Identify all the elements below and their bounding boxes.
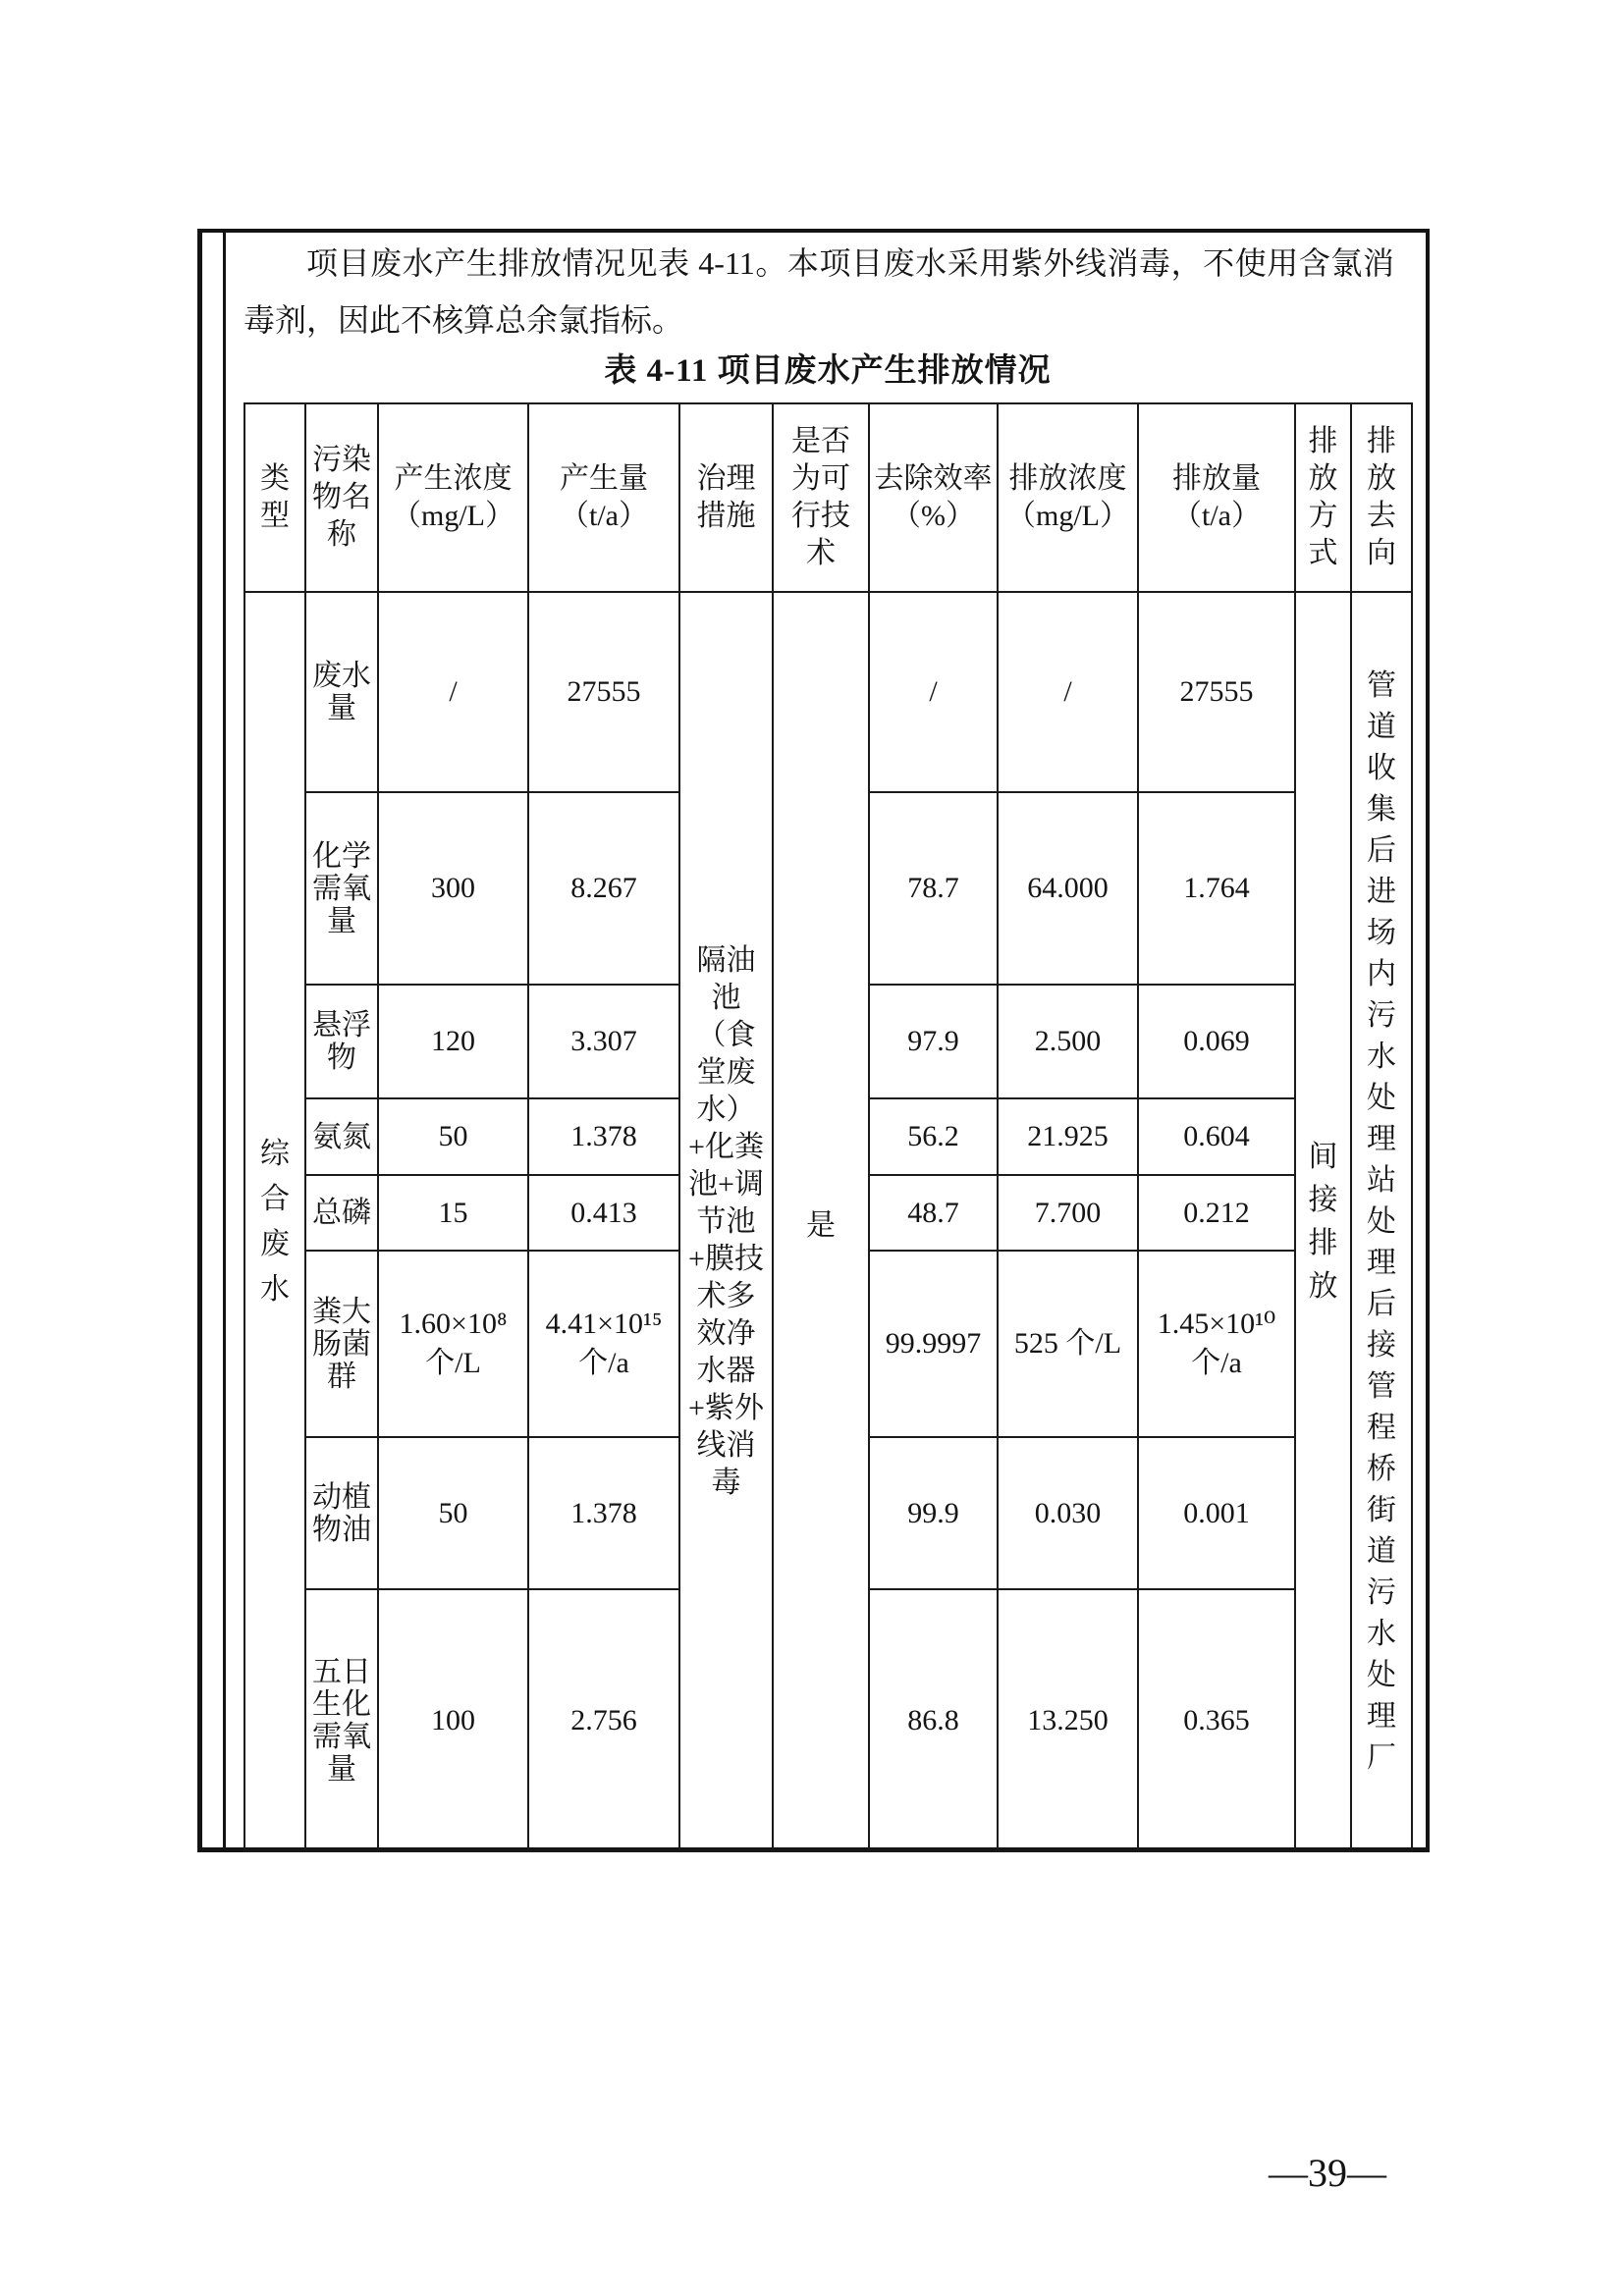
page-number: —39— <box>1269 2151 1386 2195</box>
cell-generation-amount: 4.41×10¹⁵ 个/a <box>528 1251 679 1437</box>
header-generation-amount: 产生量（t/a） <box>528 403 679 592</box>
cell-generation-amount: 3.307 <box>528 985 679 1098</box>
cell-pollutant-name: 化学需氧量 <box>305 792 378 985</box>
table-title: 表 4-11 项目废水产生排放情况 <box>604 353 1052 389</box>
header-discharge-concentration: 排放浓度（mg/L） <box>998 403 1138 592</box>
cell-discharge-concentration: 7.700 <box>998 1175 1138 1251</box>
cell-generation-amount: 2.756 <box>528 1589 679 1851</box>
header-pollutant-name: 污染物名称 <box>305 403 378 592</box>
cell-removal-efficiency: 97.9 <box>869 985 998 1098</box>
frame-right-line <box>1426 229 1430 1852</box>
cell-generation-concentration: 100 <box>378 1589 528 1851</box>
cell-discharge-amount: 0.069 <box>1138 985 1295 1098</box>
cell-discharge-concentration: 21.925 <box>998 1098 1138 1175</box>
header-removal-efficiency: 去除效率（%） <box>869 403 998 592</box>
cell-discharge-amount: 1.764 <box>1138 792 1295 985</box>
cell-discharge-concentration: 13.250 <box>998 1589 1138 1851</box>
cell-generation-amount: 1.378 <box>528 1437 679 1589</box>
header-type: 类型 <box>244 403 305 592</box>
cell-generation-concentration: 50 <box>378 1098 528 1175</box>
frame-left-inner-line <box>223 229 226 1852</box>
cell-pollutant-name: 粪大肠菌群 <box>305 1251 378 1437</box>
frame-left-outer-line <box>197 229 202 1852</box>
table-row <box>244 592 1412 792</box>
cell-generation-concentration: 50 <box>378 1437 528 1589</box>
cell-discharge-amount: 0.001 <box>1138 1437 1295 1589</box>
cell-generation-amount: 0.413 <box>528 1175 679 1251</box>
header-treatment-measures: 治理措施 <box>679 403 773 592</box>
cell-discharge-amount: 0.365 <box>1138 1589 1295 1851</box>
cell-generation-amount: 8.267 <box>528 792 679 985</box>
cell-removal-efficiency: 99.9997 <box>869 1251 998 1437</box>
cell-pollutant-name: 废水量 <box>305 592 378 792</box>
cell-removal-efficiency: 78.7 <box>869 792 998 985</box>
cell-discharge-amount: 1.45×10¹⁰ 个/a <box>1138 1251 1295 1437</box>
cell-discharge-amount: 27555 <box>1138 592 1295 792</box>
cell-removal-efficiency: / <box>869 592 998 792</box>
cell-pollutant-name: 总磷 <box>305 1175 378 1251</box>
cell-generation-concentration: 15 <box>378 1175 528 1251</box>
cell-discharge-concentration: 64.000 <box>998 792 1138 985</box>
cell-pollutant-name: 悬浮物 <box>305 985 378 1098</box>
cell-removal-efficiency: 99.9 <box>869 1437 998 1589</box>
cell-discharge-destination: 管道收集后进场内污水处理站处理后接管程桥街道污水处理厂 <box>1351 592 1412 1851</box>
cell-discharge-amount: 0.604 <box>1138 1098 1295 1175</box>
cell-discharge-concentration: 0.030 <box>998 1437 1138 1589</box>
cell-pollutant-name: 五日生化需氧量 <box>305 1589 378 1851</box>
intro-paragraph: 项目废水产生排放情况见表 4-11。本项目废水采用紫外线消毒，不使用含氯消毒剂，因此不核算总余氯指标。 <box>244 245 1394 338</box>
cell-generation-concentration: 120 <box>378 985 528 1098</box>
cell-discharge-concentration: 525 个/L <box>998 1251 1138 1437</box>
table-header-row <box>244 403 1412 592</box>
cell-pollutant-name: 氨氮 <box>305 1098 378 1175</box>
header-discharge-mode: 排放方式 <box>1295 403 1351 592</box>
header-generation-concentration: 产生浓度（mg/L） <box>378 403 528 592</box>
header-discharge-destination: 排放去向 <box>1351 403 1412 592</box>
cell-pollutant-name: 动植物油 <box>305 1437 378 1589</box>
cell-generation-concentration: 1.60×10⁸ 个/L <box>378 1251 528 1437</box>
cell-discharge-amount: 0.212 <box>1138 1175 1295 1251</box>
cell-waste-type-group: 综合废水 <box>244 592 305 1851</box>
header-feasible-technology: 是否为可行技术 <box>773 403 869 592</box>
cell-generation-concentration: 300 <box>378 792 528 985</box>
cell-discharge-mode: 间接排放 <box>1295 592 1351 1851</box>
cell-discharge-concentration: / <box>998 592 1138 792</box>
cell-removal-efficiency: 48.7 <box>869 1175 998 1251</box>
wastewater-table <box>244 402 1413 1852</box>
cell-generation-amount: 1.378 <box>528 1098 679 1175</box>
cell-removal-efficiency: 56.2 <box>869 1098 998 1175</box>
cell-generation-amount: 27555 <box>528 592 679 792</box>
header-discharge-amount: 排放量（t/a） <box>1138 403 1295 592</box>
cell-removal-efficiency: 86.8 <box>869 1589 998 1851</box>
cell-discharge-concentration: 2.500 <box>998 985 1138 1098</box>
cell-feasible-technology: 是 <box>773 592 869 1851</box>
cell-generation-concentration: / <box>378 592 528 792</box>
cell-treatment-measures: 隔油池（食堂废水）+化粪池+调节池+膜技术多效净水器+紫外线消毒 <box>679 592 773 1851</box>
